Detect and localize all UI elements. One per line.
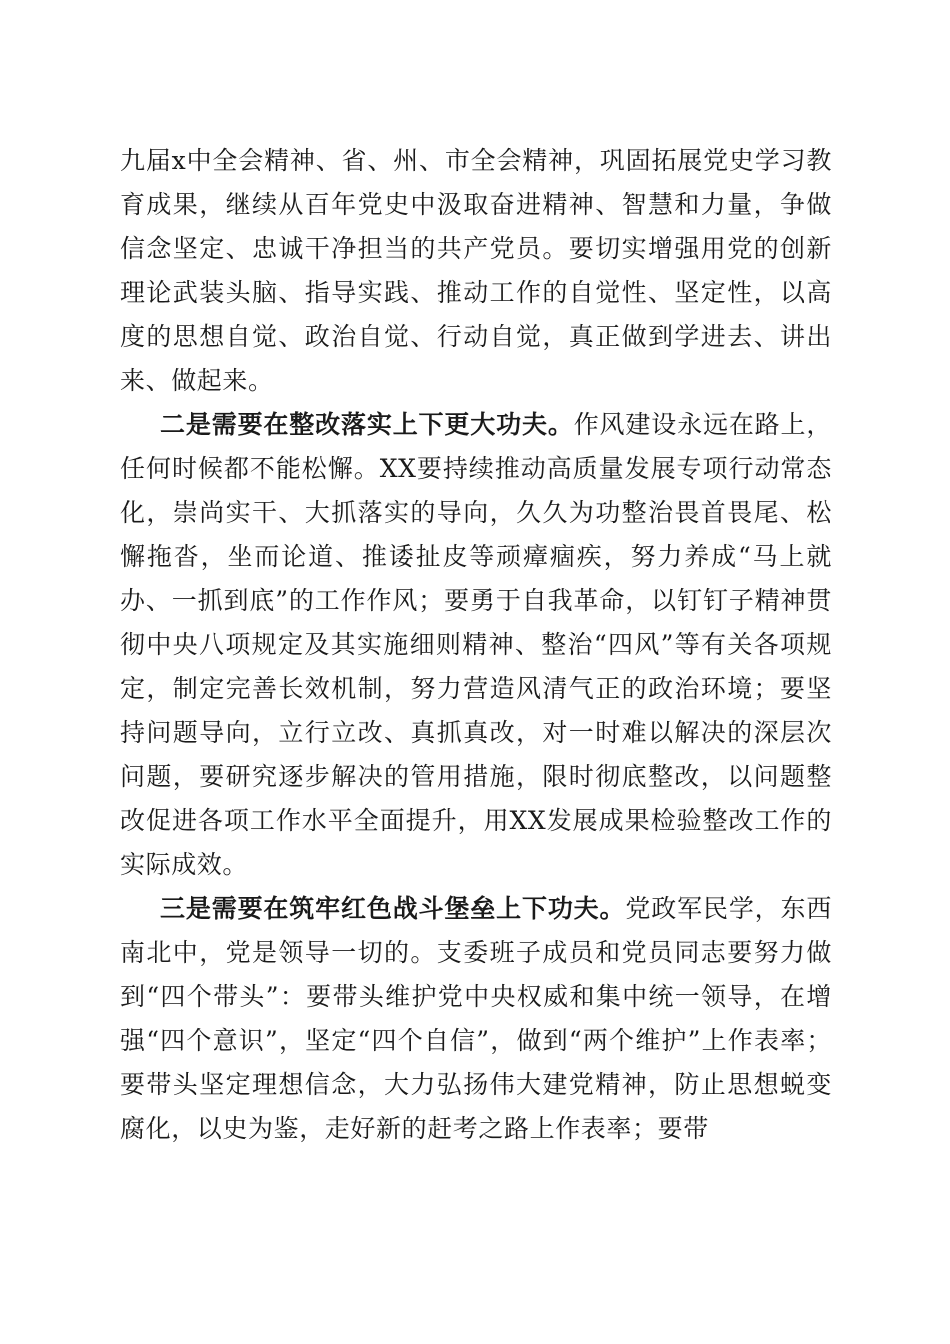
paragraph-rectification	[120, 403, 832, 887]
document-body	[120, 139, 832, 1151]
paragraph-text: 九届x中全会精神、省、州、市全会精神，巩固拓展党史学习教育成果，继续从百年党史中汲取奋进精神、智慧和力量，争做信念坚定、忠诚干净担当的共产党员。要切实增强用党的创新理论武装头脑、指导实践、推动工作的自觉性、坚定性，以高度的思想自觉、政治自觉、行动自觉，真正做到学进去、讲出来、做起来。	[120, 146, 832, 395]
paragraph-text: 党政军民学，东西南北中，党是领导一切的。支委班子成员和党员同志要努力做到“四个带头”：要带头维护党中央权威和集中统一领导，在增强“四个意识”，坚定“四个自信”，做到“两个维护”上作表率；要带头坚定理想信念，大力弘扬伟大建党精神，防止思想蜕变腐化，以史为鉴，走好新的赶考之路上作表率；要带	[120, 894, 832, 1143]
paragraph-lead-heading: 三是需要在筑牢红色战斗堡垒上下功夫。	[160, 894, 626, 923]
paragraph-fortress	[120, 887, 832, 1151]
paragraph-continuation	[120, 139, 832, 403]
paragraph-text: 作风建设永远在路上，任何时候都不能松懈。XX要持续推动高质量发展专项行动常态化，崇尚实干、大抓落实的导向，久久为功整治畏首畏尾、松懈拖沓，坐而论道、推诿扯皮等顽瘴痼疾，努力养成“马上就办、一抓到底”的工作作风；要勇于自我革命，以钉钉子精神贯彻中央八项规定及其实施细则精神、整治“四风”等有关各项规定，制定完善长效机制，努力营造风清气正的政治环境；要坚持问题导向，立行立改、真抓真改，对一时难以解决的深层次问题，要研究逐步解决的管用措施，限时彻底整改，以问题整改促进各项工作水平全面提升，用XX发展成果检验整改工作的实际成效。	[120, 410, 832, 879]
paragraph-lead-heading: 二是需要在整改落实上下更大功夫。	[160, 410, 574, 439]
